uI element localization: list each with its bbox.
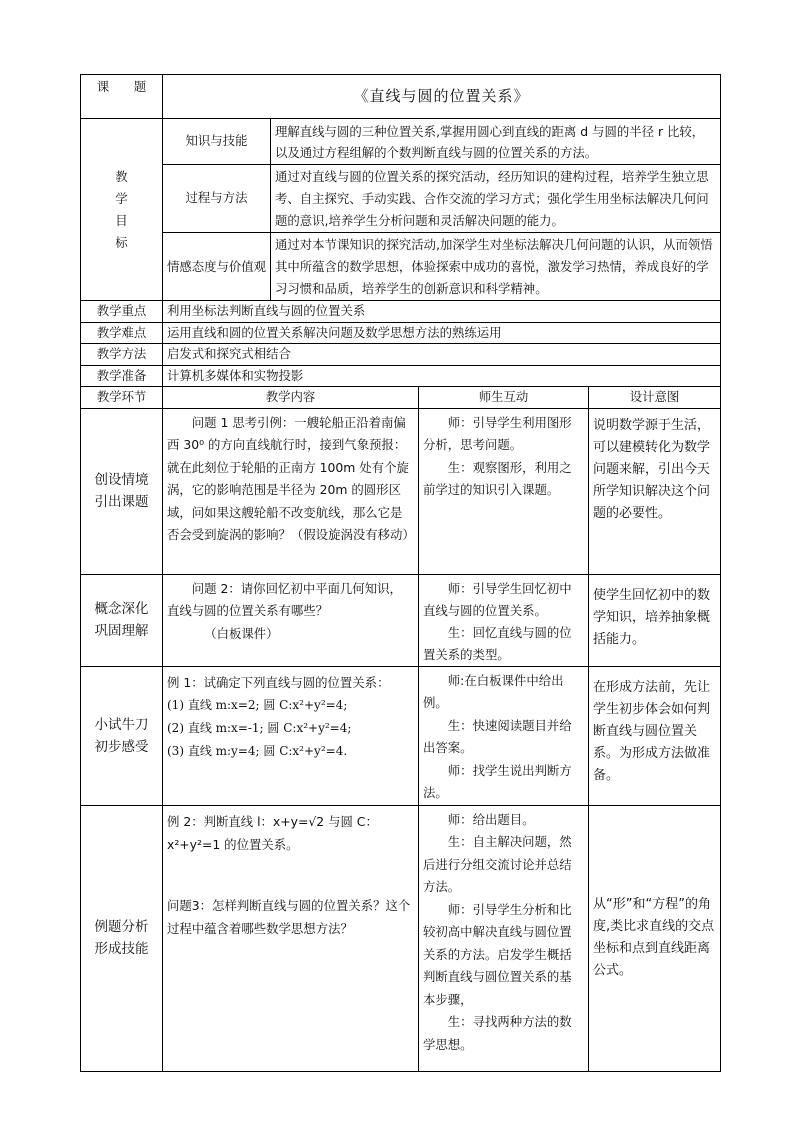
content-paragraph: 例 1：试确定下列直线与圆的位置关系：: [167, 674, 390, 690]
interaction-paragraph: 师:在白板课件中给出例。: [423, 672, 564, 710]
objective-text: 通过对直线与圆的位置关系的探究活动，经历知识的建构过程，培养学生独立思考、自主探究、手动实践、合作交流的学习方式；强化学生用坐标法解决几何问题的意识,培养学生分析问题和灵活解决问题的能力。: [271, 165, 721, 233]
section-intent: [589, 408, 721, 574]
section-intent: [589, 805, 721, 1071]
lesson-plan-table: [80, 74, 721, 387]
intent-paragraph: 在形成方法前，先让学生初步体会如何判断直线与圆位置关系。为形成方法做准备。: [593, 679, 711, 783]
interaction-paragraph: 生：快速阅读题目并给出答案。: [423, 717, 572, 755]
section-stage: [81, 666, 163, 805]
content-paragraph: (3) 直线 m:y=4; 圆 C:x²+y²=4.: [167, 743, 348, 758]
objective-name: 知识与技能: [163, 119, 271, 165]
content-paragraph: 问题3：怎样判断直线与圆的位置关系？这个过程中蕴含着哪些数学思想方法？: [167, 897, 411, 936]
section-content: [163, 805, 419, 1071]
section-stage-line: 创设情境: [94, 472, 149, 488]
lesson-title: 《直线与圆的位置关系》: [163, 75, 721, 119]
section-content: [163, 408, 419, 574]
objectives-label: [81, 119, 163, 301]
section-interaction: [419, 805, 589, 1071]
intent-paragraph: 使学生回忆初中的数学知识，培养抽象概括能力。: [593, 587, 711, 647]
section-stage: [81, 805, 163, 1071]
objectives-label-char-4: 标: [115, 234, 128, 250]
objective-name: 情感态度与价值观: [163, 233, 271, 301]
info-label: 教学重点: [81, 301, 163, 323]
process-header-interaction: 师生互动: [419, 387, 589, 409]
section-content: [163, 666, 419, 805]
interaction-paragraph: 生：自主解决问题，然后进行分组交流讨论并总结方法。: [423, 834, 572, 894]
content-paragraph: (1) 直线 m:x=2; 圆 C:x²+y²=4;: [167, 697, 348, 712]
interaction-paragraph: 师：引导学生回忆初中直线与圆的位置关系。: [423, 580, 572, 618]
objective-text: 通过对本节课知识的探究活动,加深学生对坐标法解决几何问题的认识，从而领悟其中所蕴含的数学思想，体验探索中成功的喜悦，激发学习热情，养成良好的学习习惯和品质，培养学生的创新意识和科学精神。: [271, 233, 721, 301]
interaction-paragraph: 生：观察图形，利用之前学过的知识引入课题。: [423, 459, 572, 497]
section-intent: [589, 574, 721, 666]
section-interaction: [419, 408, 589, 574]
section-stage: [81, 408, 163, 574]
content-paragraph: 问题 2：请你回忆初中平面几何知识，直线与圆的位置关系有哪些？: [167, 580, 402, 618]
lesson-plan-document: [80, 74, 720, 1072]
intent-paragraph: 从“形”和“方程”的角度,类比求直线的交点坐标和点到直线距离公式。: [593, 897, 715, 978]
section-stage-line: 概念深化: [94, 601, 149, 617]
interaction-paragraph: 生：寻找两种方法的数学思想。: [423, 1014, 572, 1052]
interaction-paragraph: 师：找学生说出判断方法。: [423, 762, 572, 800]
topic-label: 课 题: [81, 75, 163, 119]
info-text: 利用坐标法判断直线与圆的位置关系: [163, 301, 721, 323]
interaction-paragraph: 师：引导学生利用图形分析，思考问题。: [423, 414, 572, 452]
info-label: 教学准备: [81, 365, 163, 387]
intent-paragraph: 说明数学源于生活，可以建模转化为数学问题来解，引出今天: [593, 417, 711, 477]
section-interaction: [419, 666, 589, 805]
objectives-label-char-1: 教: [115, 168, 128, 184]
interaction-paragraph: 师：给出题目。: [447, 811, 535, 827]
objectives-label-char-2: 学: [115, 190, 128, 206]
process-header-stage: 教学环节: [81, 387, 163, 409]
info-text: 运用直线和圆的位置关系解决问题及数学思想方法的熟练运用: [163, 322, 721, 344]
objectives-label-char-3: 目: [115, 212, 128, 228]
section-stage-line: 小试牛刀: [94, 716, 149, 733]
content-paragraph: (2) 直线 m:x=-1; 圆 C:x²+y²=4;: [167, 720, 352, 735]
info-text: 启发式和探究式相结合: [163, 344, 721, 366]
process-table: [80, 386, 721, 1072]
content-paragraph: （白板课件）: [204, 625, 279, 641]
section-stage-line: 形成技能: [94, 941, 149, 957]
objective-text: 理解直线与圆的三种位置关系,掌握用圆心到直线的距离 d 与圆的半径 r 比较，以及通过方程组解的个数判断直线与圆的位置关系的方法。: [271, 119, 721, 165]
process-header-intent: 设计意图: [589, 387, 721, 409]
content-paragraph: 例 2：判断直线 l：x+y=√2 与圆 C：x²+y²=1 的位置关系。: [167, 813, 378, 852]
info-label: 教学方法: [81, 344, 163, 366]
interaction-paragraph: 生：回忆直线与圆的位置关系的类型。: [423, 624, 572, 662]
process-header-content: 教学内容: [163, 387, 419, 409]
info-text: 计算机多媒体和实物投影: [163, 365, 721, 387]
content-paragraph: 问题 1 思考引例：一艘轮船正沿着南偏西 30⁰ 的方向直线航行时，接到气象预报：就在此刻位于轮船的正南方 100m 处有个旋涡，它的影响范围是半径为 20m 的圆形区域，问如果这艘轮船不改变航线，那么它是否会受到旋涡的影响？（假设旋涡没有移动）: [167, 414, 415, 542]
info-label: 教学难点: [81, 322, 163, 344]
section-intent: [589, 666, 721, 805]
objective-name: 过程与方法: [163, 165, 271, 233]
interaction-paragraph: 师：引导学生分析和比较初高中解决直线与圆位置关系的方法。启发学生概括判断直线与圆位置关系的基本步骤，: [423, 901, 572, 1007]
intent-paragraph: 所学知识解决这个问题的必要性。: [593, 483, 711, 521]
section-stage-line: 例题分析: [94, 919, 149, 935]
section-interaction: [419, 574, 589, 666]
section-content: [163, 574, 419, 666]
section-stage-line: 初步感受: [94, 738, 149, 755]
section-stage-line: 引出课题: [94, 494, 149, 510]
section-stage: [81, 574, 163, 666]
section-stage-line: 巩固理解: [94, 623, 149, 639]
